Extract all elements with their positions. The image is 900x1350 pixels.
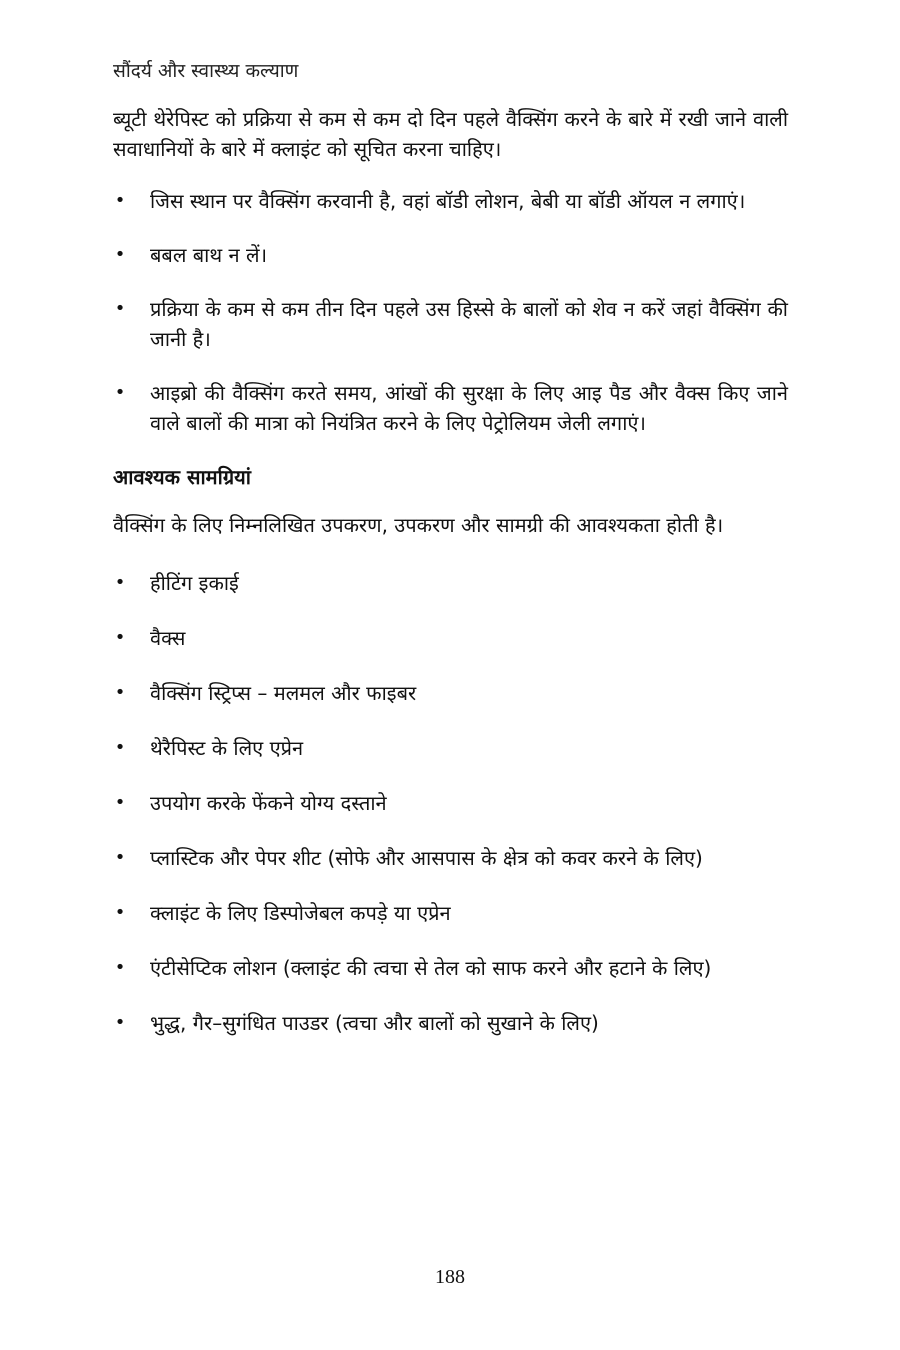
bullet-icon: • xyxy=(114,737,126,758)
list-item xyxy=(113,186,788,216)
list-item-text: वैक्सिंग स्ट्रिप्स – मलमल और फाइबर xyxy=(150,681,417,705)
materials-list xyxy=(113,568,788,1038)
list-item xyxy=(113,898,788,928)
section-heading: आवश्यक सामग्रियां xyxy=(113,465,251,489)
running-header: सौंदर्य और स्वास्थ्य कल्याण xyxy=(113,60,299,82)
list-item-text: जिस स्थान पर वैक्सिंग करवानी है, वहां बॉडी लोशन, बेबी या बॉडी ऑयल न लगाएं। xyxy=(150,189,746,213)
list-item xyxy=(113,733,788,763)
list-item-text: प्रक्रिया के कम से कम तीन दिन पहले उस हिस्से के बालों को शेव न करें जहां वैक्सिंग की जानी है। xyxy=(150,297,788,351)
section-paragraph: वैक्सिंग के लिए निम्नलिखित उपकरण, उपकरण और सामग्री की आवश्यकता होती है। xyxy=(113,513,724,537)
list-item-text: वैक्स xyxy=(150,626,186,650)
bullet-icon: • xyxy=(114,792,126,813)
list-item-text: भुद्ध, गैर–सुगंधित पाउडर (त्वचा और बालों को सुखाने के लिए) xyxy=(150,1011,599,1035)
list-item-text: हीटिंग इकाई xyxy=(150,571,239,595)
list-item xyxy=(113,843,788,873)
list-item-text: उपयोग करके फेंकने योग्य दस्ताने xyxy=(150,791,387,815)
bullet-icon: • xyxy=(114,902,126,923)
bullet-icon: • xyxy=(114,298,126,319)
list-item xyxy=(113,953,788,983)
intro-paragraph: ब्यूटी थेरेपिस्ट को प्रक्रिया से कम से कम दो दिन पहले वैक्सिंग करने के बारे में रखी जाने वाली सवाधानियों के बारे में क्लाइंट को सूचित करना चाहिए। xyxy=(113,107,788,161)
list-item-text: प्लास्टिक और पेपर शीट (सोफे और आसपास के क्षेत्र को कवर करने के लिए) xyxy=(150,846,703,870)
list-item xyxy=(113,240,788,270)
list-item-text: थेरैपिस्ट के लिए एप्रेन xyxy=(150,736,304,760)
list-item xyxy=(113,294,788,354)
list-item xyxy=(113,568,788,598)
bullet-icon: • xyxy=(114,382,126,403)
precautions-list xyxy=(113,186,788,438)
list-item-text: एंटीसेप्टिक लोशन (क्लाइंट की त्वचा से तेल को साफ करने और हटाने के लिए) xyxy=(150,956,712,980)
bullet-icon: • xyxy=(114,847,126,868)
bullet-icon: • xyxy=(114,1012,126,1033)
list-item-text: आइब्रो की वैक्सिंग करते समय, आंखों की सुरक्षा के लिए आइ पैड और वैक्स किए जाने वाले बालों की मात्रा को नियंत्रित करने के लिए पेट्रोलियम जेली लगाएं। xyxy=(150,381,788,435)
list-item-text: क्लाइंट के लिए डिस्पोजेबल कपड़े या एप्रेन xyxy=(150,901,451,925)
bullet-icon: • xyxy=(114,190,126,211)
page-number: 188 xyxy=(435,1266,465,1288)
bullet-icon: • xyxy=(114,244,126,265)
bullet-icon: • xyxy=(114,627,126,648)
bullet-icon: • xyxy=(114,572,126,593)
list-item xyxy=(113,678,788,708)
list-item xyxy=(113,378,788,438)
list-item xyxy=(113,623,788,653)
list-item-text: बबल बाथ न लें। xyxy=(150,243,268,267)
list-item xyxy=(113,1008,788,1038)
list-item xyxy=(113,788,788,818)
bullet-icon: • xyxy=(114,682,126,703)
bullet-icon: • xyxy=(114,957,126,978)
page-content xyxy=(113,58,788,1063)
